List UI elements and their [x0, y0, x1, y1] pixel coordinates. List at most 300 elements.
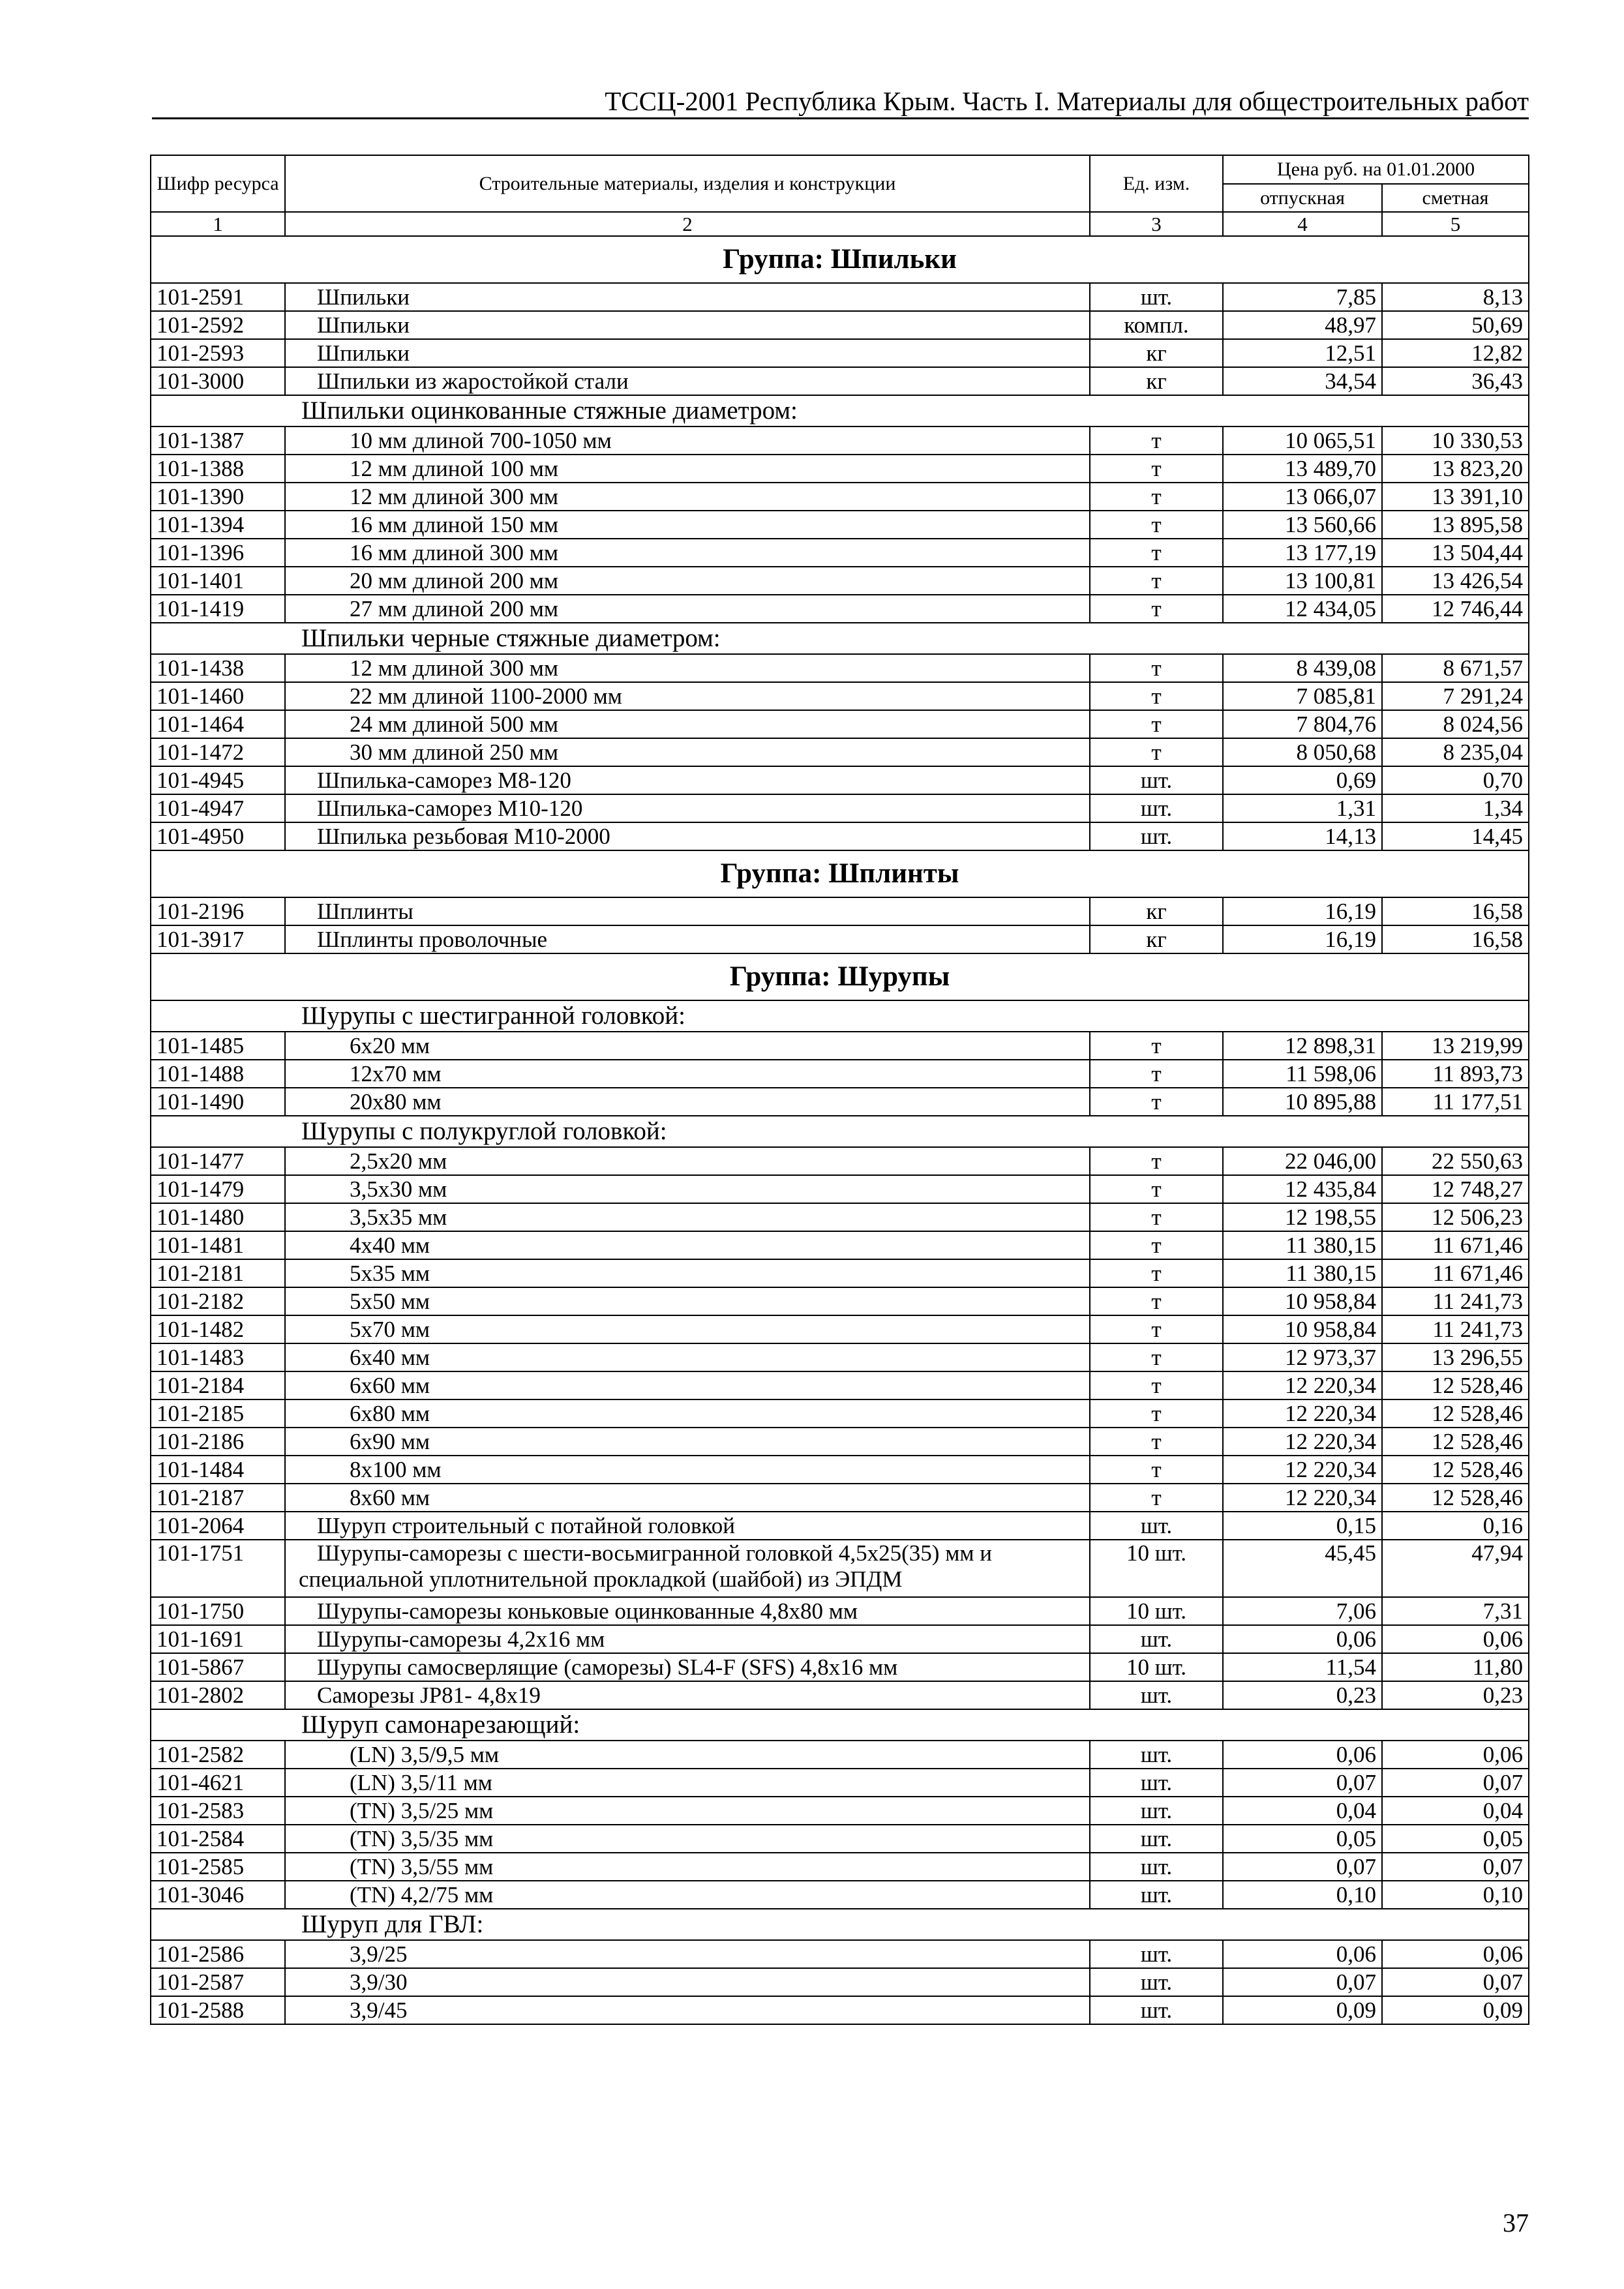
material-name: Шуруп строительный с потайной головкой — [285, 1512, 1090, 1540]
material-name: Шпильки — [285, 311, 1090, 339]
unit: кг — [1090, 925, 1223, 953]
table-row — [151, 1968, 1529, 1996]
release-price: 12 220,34 — [1223, 1456, 1382, 1484]
table-row — [151, 1853, 1529, 1881]
estimate-price: 16,58 — [1382, 897, 1529, 925]
unit: т — [1090, 1484, 1223, 1512]
unit: т — [1090, 1060, 1223, 1088]
table-row — [151, 1315, 1529, 1343]
header-release-price: отпускная — [1223, 184, 1382, 212]
resource-code: 101-1481 — [151, 1231, 285, 1259]
estimate-price: 22 550,63 — [1382, 1147, 1529, 1175]
table-row — [151, 1032, 1529, 1060]
release-price: 45,45 — [1223, 1540, 1382, 1597]
unit: т — [1090, 1343, 1223, 1371]
material-name: 5x70 мм — [285, 1315, 1090, 1343]
material-name — [285, 1540, 1090, 1597]
release-price: 0,04 — [1223, 1797, 1382, 1825]
header-price: Цена руб. на 01.01.2000 — [1223, 155, 1529, 184]
unit: шт. — [1090, 1940, 1223, 1968]
table-row — [151, 654, 1529, 682]
material-name: 20 мм длиной 200 мм — [285, 567, 1090, 595]
resource-code: 101-1691 — [151, 1625, 285, 1653]
release-price: 0,05 — [1223, 1825, 1382, 1853]
material-name: 3,5x35 мм — [285, 1203, 1090, 1231]
material-name: 3,9/30 — [285, 1968, 1090, 1996]
section-row — [151, 1116, 1529, 1147]
column-number: 1 — [151, 212, 285, 236]
section-row — [151, 623, 1529, 654]
release-price: 34,54 — [1223, 367, 1382, 395]
estimate-price: 0,23 — [1382, 1681, 1529, 1709]
unit: т — [1090, 1371, 1223, 1399]
section-title: Шуруп самонарезающий: — [151, 1709, 1529, 1741]
table-row — [151, 1940, 1529, 1968]
material-name: Шплинты проволочные — [285, 925, 1090, 953]
material-name: Шпилька резьбовая М10-2000 — [285, 822, 1090, 850]
material-name: 20x80 мм — [285, 1088, 1090, 1116]
table-row — [151, 1231, 1529, 1259]
release-price: 0,69 — [1223, 766, 1382, 794]
estimate-price: 0,07 — [1382, 1853, 1529, 1881]
resource-code: 101-1484 — [151, 1456, 285, 1484]
unit: т — [1090, 710, 1223, 738]
release-price: 11 598,06 — [1223, 1060, 1382, 1088]
table-row — [151, 511, 1529, 539]
resource-code: 101-2187 — [151, 1484, 285, 1512]
unit: шт. — [1090, 794, 1223, 822]
material-name: 5x35 мм — [285, 1259, 1090, 1287]
estimate-price: 11 241,73 — [1382, 1315, 1529, 1343]
resource-code: 101-1390 — [151, 483, 285, 511]
release-price: 14,13 — [1223, 822, 1382, 850]
material-name: Саморезы JP81- 4,8x19 — [285, 1681, 1090, 1709]
unit: шт. — [1090, 1853, 1223, 1881]
unit: шт. — [1090, 1512, 1223, 1540]
column-number-row — [151, 212, 1529, 236]
resource-code: 101-1480 — [151, 1203, 285, 1231]
estimate-price: 12 506,23 — [1382, 1203, 1529, 1231]
resource-code: 101-2587 — [151, 1968, 285, 1996]
estimate-price: 47,94 — [1382, 1540, 1529, 1597]
release-price: 0,07 — [1223, 1968, 1382, 1996]
table-row — [151, 567, 1529, 595]
unit: шт. — [1090, 1825, 1223, 1853]
estimate-price: 0,09 — [1382, 1996, 1529, 2024]
estimate-price: 10 330,53 — [1382, 426, 1529, 455]
table-row — [151, 1147, 1529, 1175]
material-name: Шурупы-саморезы коньковые оцинкованные 4,8x80 мм — [285, 1597, 1090, 1625]
material-name: 3,5x30 мм — [285, 1175, 1090, 1203]
resource-code: 101-4950 — [151, 822, 285, 850]
unit: т — [1090, 1428, 1223, 1456]
page-header-title: ТССЦ-2001 Республика Крым. Часть I. Материалы для общестроительных работ — [605, 86, 1529, 116]
section-title: Шурупы с шестигранной головкой: — [151, 1000, 1529, 1032]
resource-code: 101-1477 — [151, 1147, 285, 1175]
unit: т — [1090, 1287, 1223, 1315]
estimate-price: 7 291,24 — [1382, 682, 1529, 710]
header-name: Строительные материалы, изделия и конструкции — [285, 155, 1090, 212]
material-name: Шурупы-саморезы 4,2x16 мм — [285, 1625, 1090, 1653]
material-name: 16 мм длиной 150 мм — [285, 511, 1090, 539]
estimate-price: 8 671,57 — [1382, 654, 1529, 682]
table-row — [151, 1769, 1529, 1797]
resource-code: 101-2593 — [151, 339, 285, 367]
estimate-price: 11,80 — [1382, 1653, 1529, 1681]
unit: шт. — [1090, 1881, 1223, 1909]
release-price: 7 085,81 — [1223, 682, 1382, 710]
material-name: 6x60 мм — [285, 1371, 1090, 1399]
price-table — [150, 155, 1529, 2025]
resource-code: 101-1419 — [151, 595, 285, 623]
resource-code: 101-2586 — [151, 1940, 285, 1968]
estimate-price: 0,05 — [1382, 1825, 1529, 1853]
resource-code: 101-2196 — [151, 897, 285, 925]
header-code: Шифр ресурса — [151, 155, 285, 212]
table-row — [151, 539, 1529, 567]
table-row — [151, 1175, 1529, 1203]
resource-code: 101-2584 — [151, 1825, 285, 1853]
table-row — [151, 1625, 1529, 1653]
release-price: 13 560,66 — [1223, 511, 1382, 539]
resource-code: 101-1401 — [151, 567, 285, 595]
column-number: 5 — [1382, 212, 1529, 236]
table-row — [151, 483, 1529, 511]
release-price: 7,85 — [1223, 283, 1382, 311]
material-name: 30 мм длиной 250 мм — [285, 738, 1090, 766]
table-row — [151, 1741, 1529, 1769]
table-row — [151, 1484, 1529, 1512]
release-price: 0,06 — [1223, 1625, 1382, 1653]
release-price: 10 065,51 — [1223, 426, 1382, 455]
unit: кг — [1090, 367, 1223, 395]
unit: т — [1090, 1032, 1223, 1060]
column-number: 3 — [1090, 212, 1223, 236]
estimate-price: 13 426,54 — [1382, 567, 1529, 595]
table-row — [151, 1371, 1529, 1399]
estimate-price: 8,13 — [1382, 283, 1529, 311]
table-row — [151, 682, 1529, 710]
group-title: Группа: Шпильки — [151, 236, 1529, 283]
estimate-price: 12 528,46 — [1382, 1428, 1529, 1456]
resource-code: 101-1482 — [151, 1315, 285, 1343]
release-price: 16,19 — [1223, 897, 1382, 925]
material-name: 8x60 мм — [285, 1484, 1090, 1512]
table-row — [151, 339, 1529, 367]
estimate-price: 11 241,73 — [1382, 1287, 1529, 1315]
release-price: 22 046,00 — [1223, 1147, 1382, 1175]
material-name: 6x90 мм — [285, 1428, 1090, 1456]
resource-code: 101-2585 — [151, 1853, 285, 1881]
release-price: 0,15 — [1223, 1512, 1382, 1540]
section-title: Шурупы с полукруглой головкой: — [151, 1116, 1529, 1147]
unit: шт. — [1090, 283, 1223, 311]
release-price: 1,31 — [1223, 794, 1382, 822]
release-price: 12 973,37 — [1223, 1343, 1382, 1371]
material-name: 12 мм длиной 300 мм — [285, 483, 1090, 511]
release-price: 10 958,84 — [1223, 1287, 1382, 1315]
estimate-price: 36,43 — [1382, 367, 1529, 395]
unit: компл. — [1090, 311, 1223, 339]
table-row — [151, 1088, 1529, 1116]
material-name: 6x80 мм — [285, 1399, 1090, 1428]
release-price: 0,23 — [1223, 1681, 1382, 1709]
resource-code: 101-1751 — [151, 1540, 285, 1597]
release-price: 7,06 — [1223, 1597, 1382, 1625]
table-row — [151, 311, 1529, 339]
table-row — [151, 595, 1529, 623]
release-price: 0,06 — [1223, 1940, 1382, 1968]
resource-code: 101-1460 — [151, 682, 285, 710]
material-name: Шпилька-саморез М8-120 — [285, 766, 1090, 794]
material-name: 3,9/25 — [285, 1940, 1090, 1968]
resource-code: 101-2802 — [151, 1681, 285, 1709]
table-row — [151, 1456, 1529, 1484]
estimate-price: 13 219,99 — [1382, 1032, 1529, 1060]
estimate-price: 12,82 — [1382, 339, 1529, 367]
section-row — [151, 1909, 1529, 1940]
unit: т — [1090, 1231, 1223, 1259]
estimate-price: 12 528,46 — [1382, 1456, 1529, 1484]
material-name: (LN) 3,5/9,5 мм — [285, 1741, 1090, 1769]
group-row — [151, 953, 1529, 1000]
table-row — [151, 367, 1529, 395]
section-row — [151, 1000, 1529, 1032]
release-price: 13 100,81 — [1223, 567, 1382, 595]
estimate-price: 12 528,46 — [1382, 1371, 1529, 1399]
page-number: 37 — [1503, 2208, 1529, 2237]
resource-code: 101-1388 — [151, 455, 285, 483]
table-row — [151, 1428, 1529, 1456]
estimate-price: 7,31 — [1382, 1597, 1529, 1625]
unit: шт. — [1090, 1741, 1223, 1769]
unit: т — [1090, 426, 1223, 455]
resource-code: 101-3046 — [151, 1881, 285, 1909]
material-name: Шпильки — [285, 339, 1090, 367]
table-row — [151, 1259, 1529, 1287]
header-unit: Ед. изм. — [1090, 155, 1223, 212]
section-title: Шпильки оцинкованные стяжные диаметром: — [151, 395, 1529, 426]
resource-code: 101-2588 — [151, 1996, 285, 2024]
table-row — [151, 1797, 1529, 1825]
table-row — [151, 925, 1529, 953]
release-price: 12 220,34 — [1223, 1399, 1382, 1428]
resource-code: 101-1483 — [151, 1343, 285, 1371]
table-row — [151, 1343, 1529, 1371]
resource-code: 101-2186 — [151, 1428, 285, 1456]
table-row — [151, 1060, 1529, 1088]
material-name: 10 мм длиной 700-1050 мм — [285, 426, 1090, 455]
unit: т — [1090, 595, 1223, 623]
release-price: 13 066,07 — [1223, 483, 1382, 511]
material-name: (TN) 3,5/35 мм — [285, 1825, 1090, 1853]
material-name: Шпилька-саморез М10-120 — [285, 794, 1090, 822]
estimate-price: 13 391,10 — [1382, 483, 1529, 511]
resource-code: 101-1479 — [151, 1175, 285, 1203]
price-table-body — [151, 155, 1529, 2024]
resource-code: 101-5867 — [151, 1653, 285, 1681]
release-price: 12 220,34 — [1223, 1484, 1382, 1512]
material-name: 2,5x20 мм — [285, 1147, 1090, 1175]
estimate-price: 0,10 — [1382, 1881, 1529, 1909]
unit: шт. — [1090, 822, 1223, 850]
estimate-price: 11 671,46 — [1382, 1259, 1529, 1287]
table-row — [151, 283, 1529, 311]
resource-code: 101-2064 — [151, 1512, 285, 1540]
release-price: 0,10 — [1223, 1881, 1382, 1909]
release-price: 11 380,15 — [1223, 1259, 1382, 1287]
unit: шт. — [1090, 1681, 1223, 1709]
estimate-price: 14,45 — [1382, 822, 1529, 850]
resource-code: 101-3917 — [151, 925, 285, 953]
material-name: 3,9/45 — [285, 1996, 1090, 2024]
unit: т — [1090, 1175, 1223, 1203]
table-row — [151, 1203, 1529, 1231]
unit: т — [1090, 455, 1223, 483]
release-price: 12 434,05 — [1223, 595, 1382, 623]
unit: 10 шт. — [1090, 1653, 1223, 1681]
material-name: Шплинты — [285, 897, 1090, 925]
material-name: 12 мм длиной 300 мм — [285, 654, 1090, 682]
unit: т — [1090, 1147, 1223, 1175]
material-name-line: Шурупы-саморезы с шести-восьмигранной головкой 4,5x25(35) мм и — [317, 1540, 992, 1566]
estimate-price: 0,16 — [1382, 1512, 1529, 1540]
resource-code: 101-1387 — [151, 426, 285, 455]
release-price: 12 898,31 — [1223, 1032, 1382, 1060]
resource-code: 101-4947 — [151, 794, 285, 822]
section-title: Шпильки черные стяжные диаметром: — [151, 623, 1529, 654]
resource-code: 101-2582 — [151, 1741, 285, 1769]
estimate-price: 50,69 — [1382, 311, 1529, 339]
unit: шт. — [1090, 1968, 1223, 1996]
estimate-price: 0,06 — [1382, 1741, 1529, 1769]
unit: шт. — [1090, 1996, 1223, 2024]
resource-code: 101-2185 — [151, 1399, 285, 1428]
material-name-line: специальной уплотнительной прокладкой (шайбой) из ЭПДМ — [299, 1566, 903, 1592]
resource-code: 101-2181 — [151, 1259, 285, 1287]
section-row — [151, 395, 1529, 426]
release-price: 16,19 — [1223, 925, 1382, 953]
resource-code: 101-2184 — [151, 1371, 285, 1399]
estimate-price: 13 504,44 — [1382, 539, 1529, 567]
estimate-price: 0,07 — [1382, 1769, 1529, 1797]
estimate-price: 0,06 — [1382, 1940, 1529, 1968]
group-row — [151, 236, 1529, 283]
table-row — [151, 1512, 1529, 1540]
unit: кг — [1090, 897, 1223, 925]
table-row — [151, 426, 1529, 455]
resource-code: 101-2182 — [151, 1287, 285, 1315]
release-price: 0,09 — [1223, 1996, 1382, 2024]
estimate-price: 8 024,56 — [1382, 710, 1529, 738]
estimate-price: 13 296,55 — [1382, 1343, 1529, 1371]
release-price: 8 050,68 — [1223, 738, 1382, 766]
release-price: 12,51 — [1223, 339, 1382, 367]
material-name: 27 мм длиной 200 мм — [285, 595, 1090, 623]
material-name: (LN) 3,5/11 мм — [285, 1769, 1090, 1797]
material-name: 8x100 мм — [285, 1456, 1090, 1484]
estimate-price: 11 893,73 — [1382, 1060, 1529, 1088]
release-price: 0,07 — [1223, 1769, 1382, 1797]
resource-code: 101-2583 — [151, 1797, 285, 1825]
table-row — [151, 1399, 1529, 1428]
unit: шт. — [1090, 1769, 1223, 1797]
release-price: 12 220,34 — [1223, 1428, 1382, 1456]
group-row — [151, 850, 1529, 897]
column-number: 2 — [285, 212, 1090, 236]
unit: т — [1090, 1259, 1223, 1287]
material-name: 12 мм длиной 100 мм — [285, 455, 1090, 483]
material-name: 6x40 мм — [285, 1343, 1090, 1371]
unit: т — [1090, 1456, 1223, 1484]
table-row — [151, 822, 1529, 850]
unit: 10 шт. — [1090, 1597, 1223, 1625]
group-title: Группа: Шурупы — [151, 953, 1529, 1000]
unit: 10 шт. — [1090, 1540, 1223, 1597]
release-price: 13 177,19 — [1223, 539, 1382, 567]
table-row — [151, 738, 1529, 766]
unit: т — [1090, 483, 1223, 511]
unit: т — [1090, 1203, 1223, 1231]
material-name: 16 мм длиной 300 мм — [285, 539, 1090, 567]
resource-code: 101-2592 — [151, 311, 285, 339]
estimate-price: 1,34 — [1382, 794, 1529, 822]
unit: т — [1090, 567, 1223, 595]
estimate-price: 0,04 — [1382, 1797, 1529, 1825]
table-row — [151, 1825, 1529, 1853]
estimate-price: 13 823,20 — [1382, 455, 1529, 483]
unit: кг — [1090, 339, 1223, 367]
estimate-price: 0,07 — [1382, 1968, 1529, 1996]
release-price: 0,06 — [1223, 1741, 1382, 1769]
resource-code: 101-1438 — [151, 654, 285, 682]
material-name: 12x70 мм — [285, 1060, 1090, 1088]
group-title: Группа: Шплинты — [151, 850, 1529, 897]
section-title: Шуруп для ГВЛ: — [151, 1909, 1529, 1940]
resource-code: 101-4945 — [151, 766, 285, 794]
resource-code: 101-1472 — [151, 738, 285, 766]
resource-code: 101-1394 — [151, 511, 285, 539]
estimate-price: 11 177,51 — [1382, 1088, 1529, 1116]
estimate-price: 0,06 — [1382, 1625, 1529, 1653]
estimate-price: 11 671,46 — [1382, 1231, 1529, 1259]
table-row — [151, 1681, 1529, 1709]
estimate-price: 8 235,04 — [1382, 738, 1529, 766]
resource-code: 101-1750 — [151, 1597, 285, 1625]
material-name: 4x40 мм — [285, 1231, 1090, 1259]
material-name: 5x50 мм — [285, 1287, 1090, 1315]
release-price: 0,07 — [1223, 1853, 1382, 1881]
resource-code: 101-1490 — [151, 1088, 285, 1116]
material-name: Шпильки — [285, 283, 1090, 311]
resource-code: 101-1396 — [151, 539, 285, 567]
release-price: 12 198,55 — [1223, 1203, 1382, 1231]
release-price: 12 435,84 — [1223, 1175, 1382, 1203]
table-row — [151, 1653, 1529, 1681]
table-row — [151, 455, 1529, 483]
header-rule — [152, 117, 1529, 119]
material-name: (TN) 3,5/55 мм — [285, 1853, 1090, 1881]
resource-code: 101-3000 — [151, 367, 285, 395]
estimate-price: 12 528,46 — [1382, 1399, 1529, 1428]
unit: т — [1090, 654, 1223, 682]
table-row — [151, 1881, 1529, 1909]
column-number: 4 — [1223, 212, 1382, 236]
unit: т — [1090, 1088, 1223, 1116]
material-name: Шурупы самосверлящие (саморезы) SL4-F (SFS) 4,8x16 мм — [285, 1653, 1090, 1681]
unit: т — [1090, 1399, 1223, 1428]
material-name: Шпильки из жаростойкой стали — [285, 367, 1090, 395]
